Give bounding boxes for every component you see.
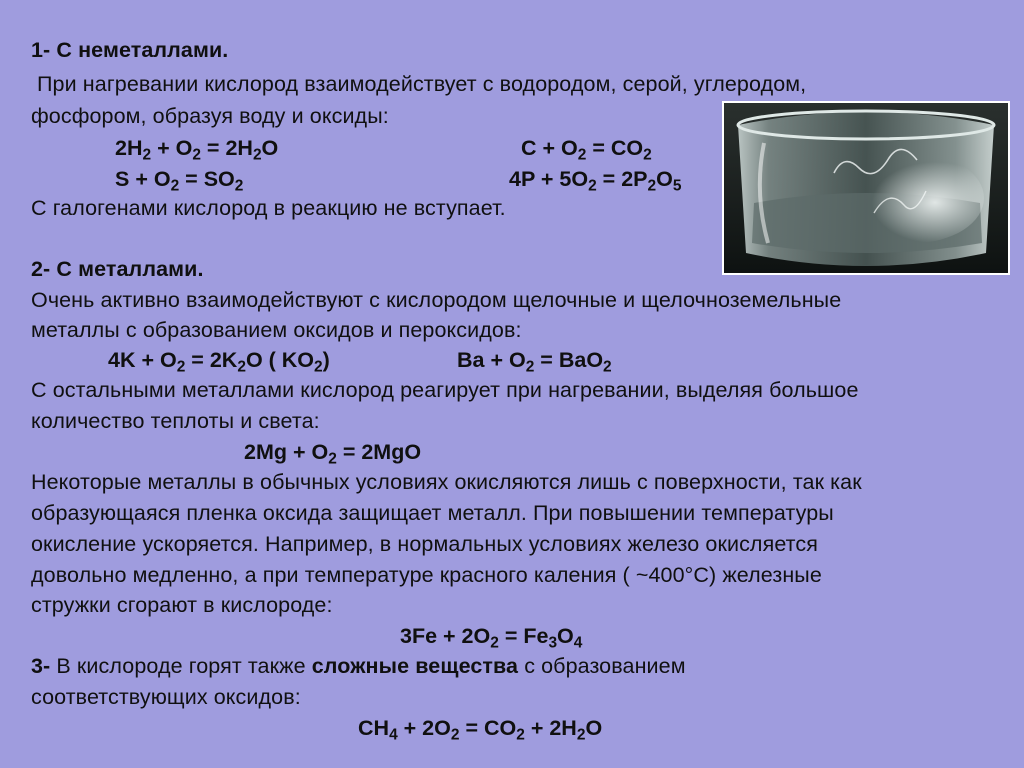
section-2-text: металлы с образованием оксидов и пероксидов: xyxy=(31,318,522,342)
section-2-text: количество теплоты и света: xyxy=(31,409,320,433)
section-2-text: окисление ускоряется. Например, в нормальных условиях железо окисляется xyxy=(31,532,818,556)
section-3-text: соответствующих оксидов: xyxy=(31,685,301,709)
section-1-heading: 1- С неметаллами. xyxy=(31,38,229,62)
equation-water: $2H_2 + O_2 = 2H_2O$ xyxy=(115,136,279,164)
beaker-illustration xyxy=(724,103,1008,273)
section-2-heading: 2- С металлами. xyxy=(31,257,204,281)
section-3-number: 3- xyxy=(31,654,51,678)
section-2-text: довольно медленно, а при температуре красного каления ( ~400°С) железные xyxy=(31,563,822,587)
equation-carbon: $C + O_2 = CO_2$ xyxy=(521,136,652,164)
equation-methane: $CH_4 + 2O_2 = CO_2 + 2H_2O$ xyxy=(358,716,603,744)
section-2-text: стружки сгорают в кислороде: xyxy=(31,593,333,617)
equation-phosphorus: $4P + 5O_2 = 2P_2O_5$ xyxy=(509,167,682,195)
section-2-text: Некоторые металлы в обычных условиях окисляются лишь с поверхности, так как xyxy=(31,470,862,494)
section-2-text: Очень активно взаимодействуют с кислородом щелочные и щелочноземельные xyxy=(31,288,842,312)
section-1-text: При нагревании кислород взаимодействует с водородом, серой, углеродом, xyxy=(37,72,807,96)
equation-magnesium: $2Mg + O_2 = 2MgO$ xyxy=(244,440,422,468)
section-2-text: С остальными металлами кислород реагирует при нагревании, выделяя большое xyxy=(31,378,859,402)
section-2-text: образующаяся пленка оксида защищает металл. При повышении температуры xyxy=(31,501,834,525)
equation-iron: $3Fe + 2O_2 = Fe_3O_4$ xyxy=(400,624,583,652)
section-1-note: С галогенами кислород в реакцию не вступает. xyxy=(31,196,506,220)
beaker-photo xyxy=(722,101,1010,275)
equation-potassium: $4K + O_2 = 2K_2O$ ( $KO_2$) xyxy=(108,348,330,376)
equation-sulfur: $S + O_2 = SO_2$ xyxy=(115,167,244,195)
equation-barium: $Ba + O_2 = BaO_2$ xyxy=(457,348,612,376)
section-3-text: 3- В кислороде горят также сложные вещества с образованием xyxy=(31,654,686,678)
section-1-text: фосфором, образуя воду и оксиды: xyxy=(31,104,389,128)
section-3-emphasis: сложные вещества xyxy=(311,654,519,678)
